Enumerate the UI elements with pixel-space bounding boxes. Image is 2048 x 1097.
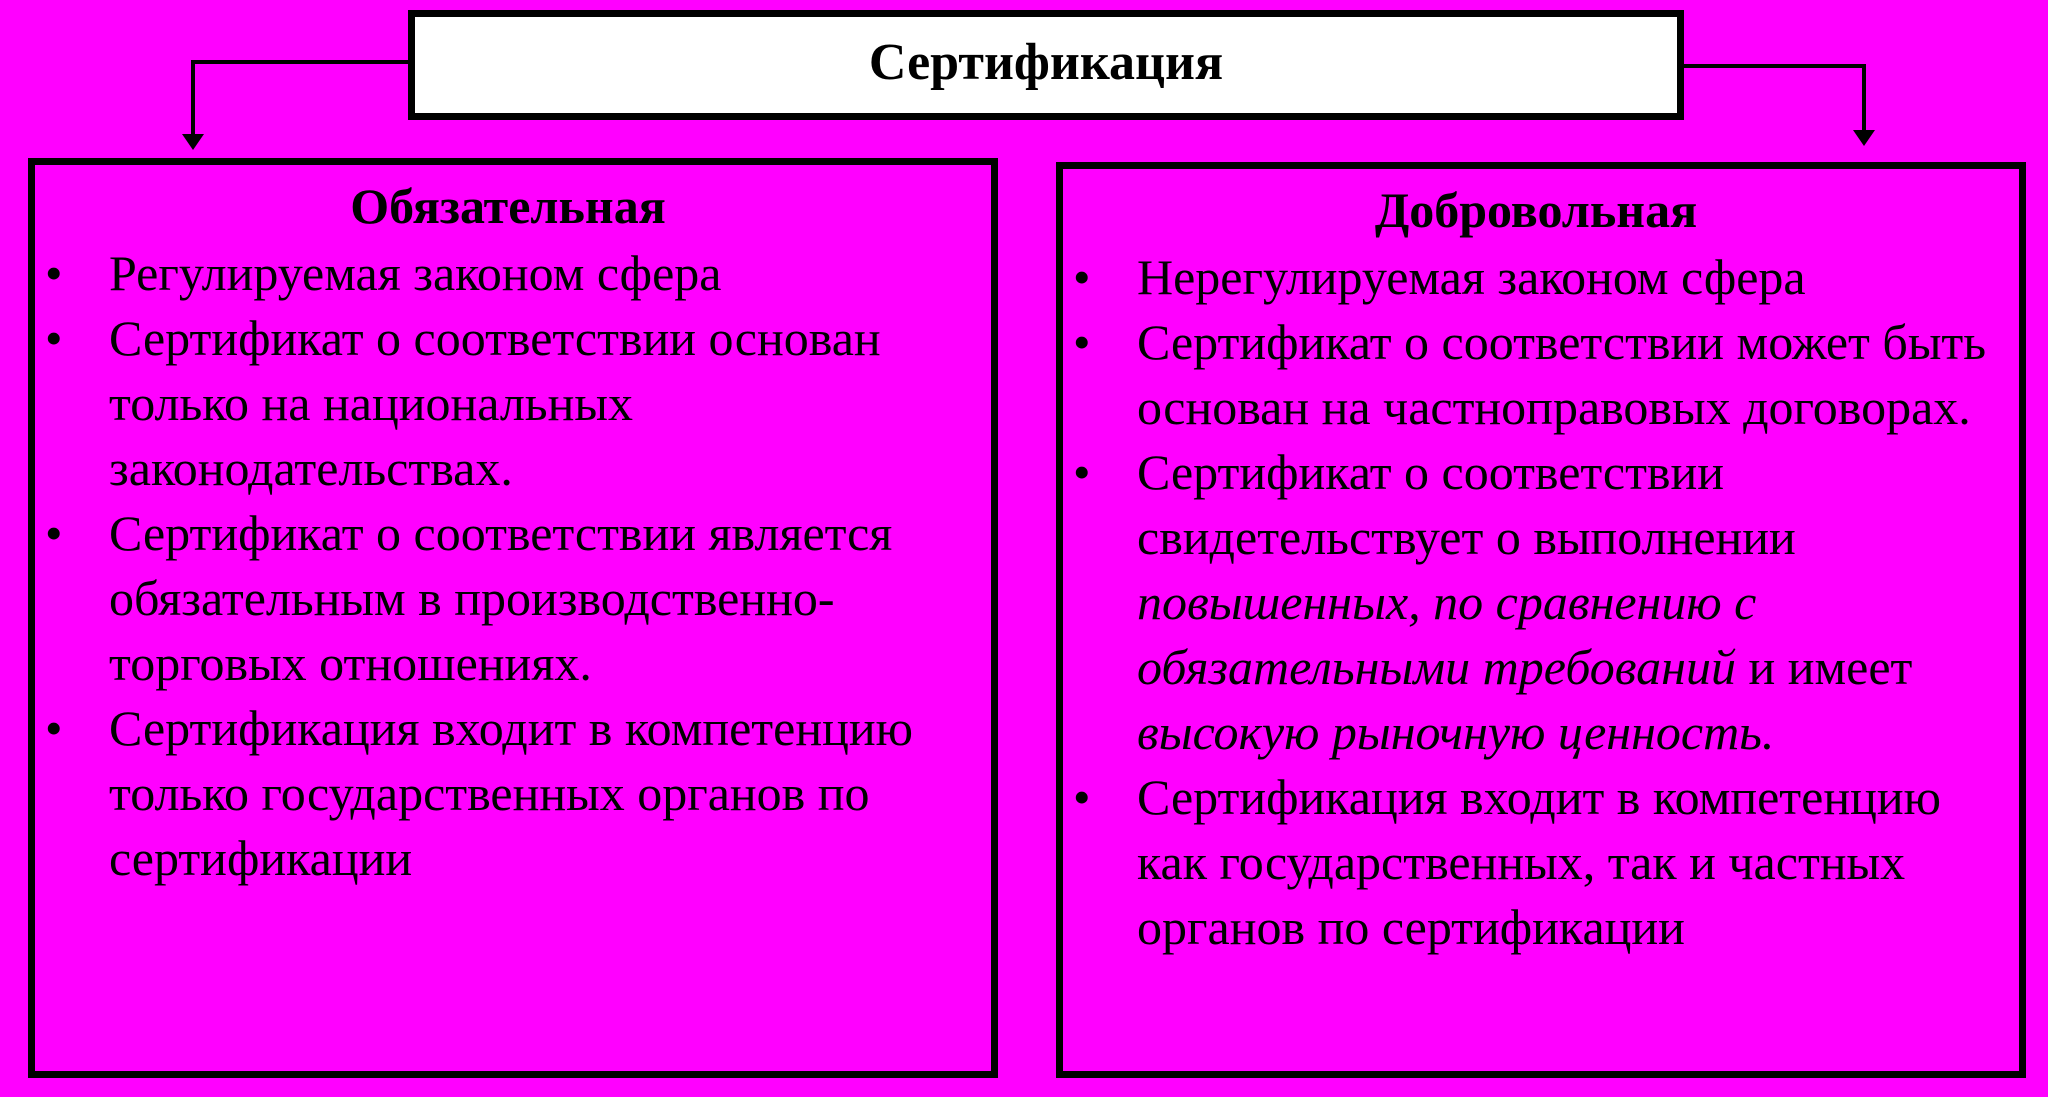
voluntary-heading: Добровольная bbox=[1374, 182, 1698, 238]
certification-title-box bbox=[408, 10, 1684, 120]
voluntary-item-text: Сертификат о соответствии свидетельствует о выполнении bbox=[1137, 444, 1796, 565]
voluntary-item: • Сертификация входит в компетенцию как государственных, так и частных органов по сертификации bbox=[1073, 765, 1999, 960]
mandatory-certification-panel bbox=[28, 158, 998, 1078]
arrow-to-voluntary bbox=[1684, 66, 1875, 146]
voluntary-item bbox=[1073, 440, 1999, 765]
voluntary-certification-panel bbox=[1056, 162, 2026, 1078]
mandatory-item: • Регулируемая законом сфера bbox=[45, 241, 971, 306]
mandatory-item: • Сертификат о соответствии является обязательным в производственно-торговых отношениях. bbox=[45, 501, 971, 696]
voluntary-item-text: и имеет bbox=[1735, 639, 1913, 695]
voluntary-list bbox=[1073, 245, 1999, 960]
mandatory-list bbox=[45, 241, 971, 891]
arrow-to-mandatory bbox=[182, 62, 408, 150]
voluntary-item: • Сертификат о соответствии может быть основан на частноправовых договорах. bbox=[1073, 310, 1999, 440]
mandatory-item: • Сертификация входит в компетенцию только государственных органов по сертификации bbox=[45, 696, 971, 891]
voluntary-item-italic-text: высокую рыночную ценность. bbox=[1137, 704, 1775, 760]
voluntary-item-italic-text: повышенных, по сравнению с обязательными требований bbox=[1137, 574, 1757, 695]
diagram-title: Сертификация bbox=[868, 34, 1224, 91]
mandatory-heading: Обязательная bbox=[350, 178, 666, 234]
mandatory-item: • Сертификат о соответствии основан только на национальных законодательствах. bbox=[45, 306, 971, 501]
voluntary-item: • Нерегулируемая законом сфера bbox=[1073, 245, 1999, 310]
